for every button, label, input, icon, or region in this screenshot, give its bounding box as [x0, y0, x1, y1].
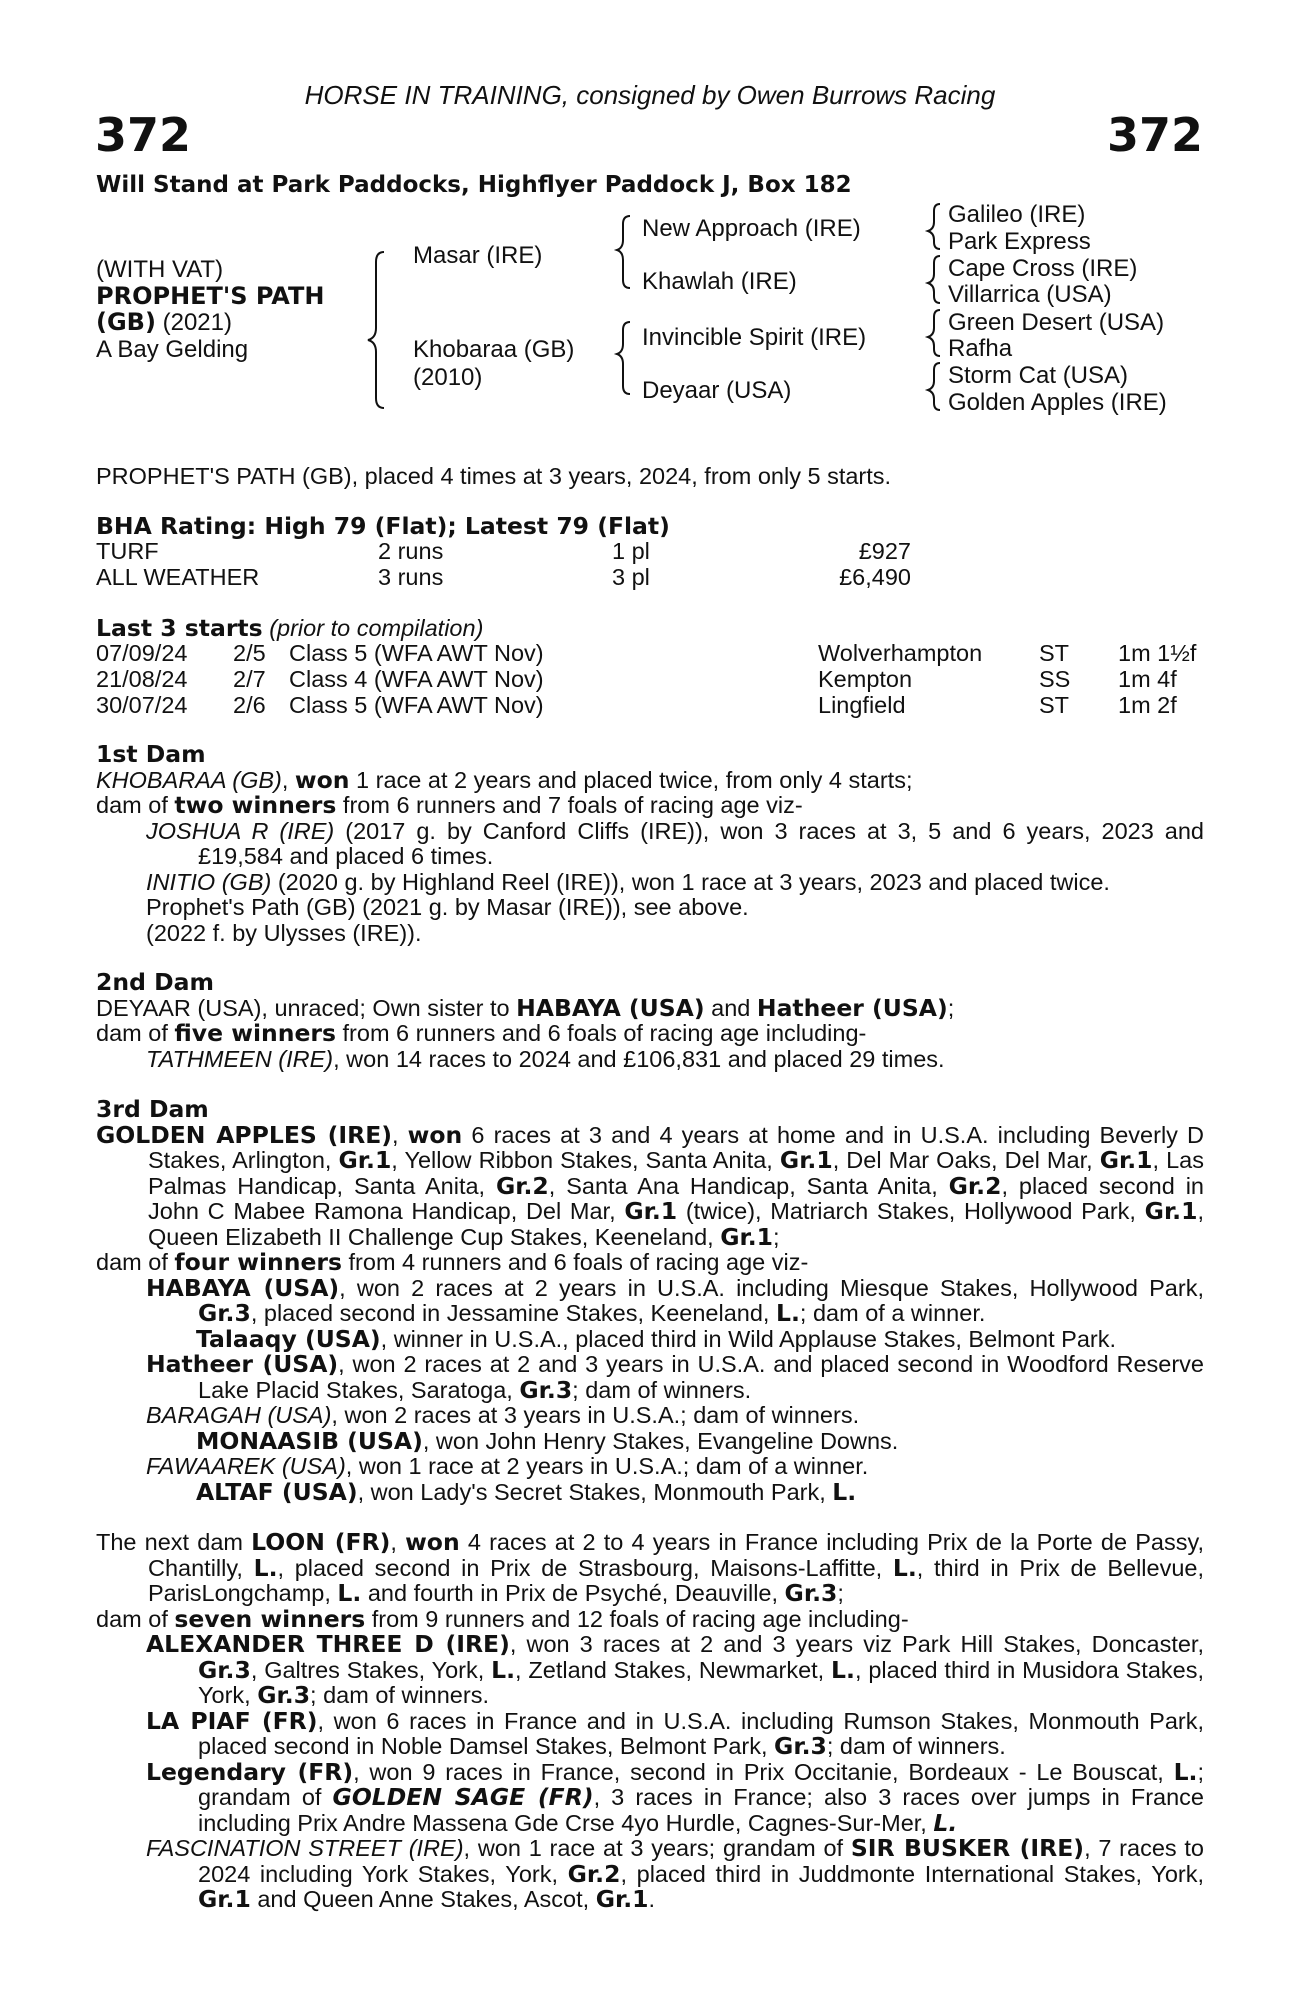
rating-placed: 3 pl [612, 564, 650, 590]
text: , placed second in Prix de Strasbourg, Maisons-Laffitte, [277, 1554, 893, 1581]
offspring-entry [96, 1477, 1204, 1506]
text: , won Lady's Secret Stakes, Monmouth Park, [357, 1478, 833, 1505]
pedigree-gen3-3: Invincible Spirit (IRE) [642, 324, 867, 351]
text: ; dam of a winner. [799, 1300, 986, 1326]
offspring-entry [96, 1403, 1204, 1429]
grade: Gr.1 [720, 1222, 774, 1251]
start-date: 07/09/24 [96, 640, 188, 666]
start-position: 2/7 [233, 666, 266, 692]
grade: Gr.3 [257, 1681, 311, 1709]
first-dam-line2 [96, 793, 1204, 819]
next-dam-section [96, 1530, 1204, 1913]
won-label: won [407, 1120, 463, 1149]
text: dam of [96, 1249, 175, 1275]
start-course: Kempton [818, 666, 913, 692]
offspring-entry [96, 1454, 1204, 1480]
text: , placed third in Juddmonte International Stakes, York, [620, 1860, 1204, 1887]
third-dam-line2 [96, 1250, 1204, 1276]
text: from 6 runners and 7 foals of racing age viz- [336, 792, 803, 818]
listed: L. [933, 1808, 958, 1837]
start-race: Class 5 (WFA AWT Nov) [289, 640, 544, 666]
listed: L. [775, 1299, 800, 1327]
text: , won 6 races in France and in U.S.A. including Rumson Stakes, Monmouth Park, placed second in Noble Damsel Stakes, Belmont Park, [198, 1707, 1204, 1759]
text: 1 race at 2 years and placed twice, from only 4 starts; [349, 766, 913, 793]
grade: Gr.3 [784, 1579, 838, 1607]
text: ; dam of winners. [572, 1376, 752, 1403]
text: dam of [96, 1020, 175, 1046]
third-dam-title: 3rd Dam [96, 1095, 209, 1123]
text: , [390, 1529, 406, 1555]
horse-year: (2021) [162, 309, 232, 336]
text: , 3 races in France; also 3 races over jumps in France including Prix Andre Massena Gde Crse 4yo Hurdle, Cagnes-Sur-Mer, [198, 1784, 1204, 1836]
text: ; dam of winners. [826, 1733, 1006, 1759]
offspring-name: BARAGAH (USA) [146, 1402, 332, 1428]
grade: Gr.2 [495, 1171, 549, 1200]
first-dam-title: 1st Dam [96, 740, 206, 768]
start-distance: 1m 4f [1118, 666, 1177, 692]
second-dam-title: 2nd Dam [96, 968, 214, 996]
start-position: 2/6 [233, 692, 266, 718]
text: , [392, 1121, 408, 1148]
start-race: Class 4 (WFA AWT Nov) [289, 666, 544, 692]
grade: Gr.1 [779, 1146, 833, 1174]
start-distance: 1m 1½f [1118, 640, 1197, 666]
winners-count: seven winners [174, 1604, 366, 1633]
text: from 9 runners and 12 foals of racing age including- [365, 1605, 909, 1632]
first-dam-section [96, 742, 1204, 946]
stand-location: Will Stand at Park Paddocks, Highflyer Paddock J, Box 182 [96, 172, 852, 198]
offspring-name: HABAYA (USA) [146, 1273, 340, 1302]
start-course: Lingfield [818, 692, 906, 718]
dam-name: GOLDEN APPLES (IRE) [96, 1120, 392, 1149]
grade: Gr.1 [338, 1146, 392, 1174]
text: , Del Mar Oaks, Del Mar, [832, 1147, 1100, 1173]
text: 6 races at 3 and 4 years at home and in U.S.A. including Beverly D Stakes, Arlington, [148, 1121, 1205, 1173]
offspring-entry [96, 1836, 1204, 1913]
text: , won 2 races at 2 years in U.S.A. including Miesque Stakes, Hollywood Park, [339, 1274, 1204, 1301]
text: (twice), Matriarch Stakes, Hollywood Park, [677, 1198, 1145, 1224]
race-summary: PROPHET'S PATH (GB), placed 4 times at 3 years, 2024, from only 5 starts. [96, 463, 892, 489]
offspring-name: JOSHUA R (IRE) [146, 817, 335, 844]
start-going: ST [1039, 692, 1070, 718]
text: and fourth in Prix de Psyché, Deauville, [361, 1580, 785, 1606]
text: , Zetland Stakes, Newmarket, [515, 1656, 832, 1683]
text: from 6 runners and 6 foals of racing age including- [335, 1020, 867, 1046]
text: , won John Henry Stakes, Evangeline Downs. [422, 1427, 899, 1454]
grade: Gr.1 [1099, 1146, 1153, 1174]
text: (2017 g. by Canford Cliffs (IRE)), won 3 races at 3, 5 and 6 years, 2023 and £19,584 and placed 6 times. [198, 817, 1204, 869]
text: , third in Prix de Bellevue, ParisLongchamp, [148, 1554, 1205, 1606]
vat-note: (WITH VAT) [96, 256, 224, 283]
offspring-name: MONAASIB (USA) [196, 1426, 423, 1455]
offspring-entry [96, 1273, 1204, 1327]
text: , winner in U.S.A., placed third in Wild Applause Stakes, Belmont Park. [380, 1325, 1117, 1352]
grade: Gr.3 [774, 1732, 827, 1760]
offspring-entry [96, 1757, 1204, 1837]
grade: Gr.1 [595, 1885, 649, 1913]
listed: L. [832, 1477, 857, 1506]
listed: L. [1173, 1757, 1198, 1786]
pedigree-gen4-1: Galileo (IRE) [948, 201, 1086, 228]
text: (2020 g. by Highland Reel (IRE)), won 1 race at 3 years, 2023 and placed twice. [271, 868, 1110, 895]
offspring-name: FAWAAREK (USA) [146, 1453, 346, 1479]
text: ; [773, 1223, 780, 1250]
rating-prize: £927 [858, 538, 911, 564]
listed: L. [491, 1655, 516, 1684]
pedigree-gen4-5: Green Desert (USA) [948, 309, 1165, 336]
lot-number-left: 372 [95, 108, 192, 162]
next-dam-line2 [96, 1604, 1204, 1633]
pedigree-gen3-4: Deyaar (USA) [642, 377, 792, 404]
start-going: SS [1039, 666, 1071, 692]
text: , [281, 766, 295, 793]
rating-surface: ALL WEATHER [96, 564, 260, 590]
pedigree-gen4-7: Storm Cat (USA) [948, 362, 1129, 389]
text: , Yellow Ribbon Stakes, Santa Anita, [391, 1147, 780, 1173]
text: 4 races at 2 to 4 years in France including Prix de la Porte de Passy, Chantilly, [148, 1529, 1204, 1581]
listed: L. [337, 1579, 362, 1607]
sibling-name: HABAYA (USA) [516, 993, 705, 1022]
pedigree-dam-year: (2010) [413, 364, 483, 391]
text: dam of [96, 1605, 175, 1632]
rating-surface: TURF [96, 538, 159, 564]
text: , won 9 races in France, second in Prix Occitanie, Bordeaux - Le Bouscat, [353, 1758, 1174, 1785]
grade: Gr.2 [948, 1171, 1002, 1200]
text: , Las Palmas Handicap, Santa Anita, [148, 1147, 1204, 1199]
offspring-entry [96, 1706, 1204, 1760]
horse-suffix: (GB) [96, 308, 156, 336]
grade: Gr.1 [198, 1885, 251, 1913]
winners-count: two winners [174, 791, 337, 819]
winners-count: four winners [174, 1248, 342, 1276]
offspring-entry [96, 870, 1204, 896]
pedigree-gen4-6: Rafha [948, 335, 1013, 362]
start-going: ST [1039, 640, 1070, 666]
listed: L. [892, 1553, 917, 1582]
offspring-entry [96, 819, 1204, 870]
grade: Gr.1 [1144, 1197, 1198, 1225]
second-dam-line1 [96, 993, 1204, 1022]
text: , placed third in Musidora Stakes, York, [198, 1656, 1204, 1708]
offspring-entry [96, 1352, 1204, 1403]
last-starts-title: Last 3 starts [96, 614, 263, 642]
offspring-name: ALEXANDER THREE D (IRE) [146, 1630, 510, 1658]
text: , won 2 races at 3 years in U.S.A.; dam of winners. [331, 1402, 860, 1428]
pedigree-gen4-4: Villarrica (USA) [948, 281, 1112, 308]
rating-runs: 3 runs [378, 564, 444, 590]
text: , Galtres Stakes, York, [250, 1656, 492, 1683]
second-dam-section [96, 970, 1204, 1072]
start-position: 2/5 [233, 640, 266, 666]
grand-offspring-name: SIR BUSKER (IRE) [850, 1834, 1085, 1862]
offspring-entry [96, 1047, 1204, 1073]
text: ; grandam of [198, 1758, 1204, 1810]
pedigree-gen4-8: Golden Apples (IRE) [948, 389, 1167, 416]
pedigree-gen3-2: Khawlah (IRE) [642, 268, 797, 295]
dam-name: KHOBARAA (GB) [96, 766, 282, 793]
offspring-entry [96, 1632, 1204, 1709]
text: and [704, 994, 757, 1021]
offspring-entry: Prophet's Path (GB) (2021 g. by Masar (IRE)), see above. [146, 894, 749, 920]
text: , won 14 races to 2024 and £106,831 and placed 29 times. [333, 1045, 945, 1072]
offspring-entry: (2022 f. by Ulysses (IRE)). [146, 919, 422, 946]
offspring-name: FASCINATION STREET (IRE) [146, 1835, 464, 1861]
text: , won 2 races at 2 and 3 years in U.S.A. and placed second in Woodford Reserve Lake Placid Stakes, Saratoga, [198, 1351, 1204, 1403]
listed: L. [253, 1553, 278, 1582]
offspring-name: Legendary (FR) [146, 1757, 354, 1786]
pedigree-braces [0, 0, 1315, 420]
pedigree-sire: Masar (IRE) [413, 242, 543, 269]
start-race: Class 5 (WFA AWT Nov) [289, 692, 544, 718]
text: ; [837, 1580, 844, 1606]
text: DEYAAR (USA), unraced; Own sister to [96, 994, 517, 1021]
offspring-entry [96, 1324, 1204, 1353]
text: ; [947, 994, 955, 1021]
text: . [648, 1886, 656, 1912]
grade: Gr.3 [519, 1375, 573, 1404]
dam-name: LOON (FR) [251, 1528, 391, 1556]
pedigree-gen4-2: Park Express [948, 228, 1091, 255]
grand-offspring-name: GOLDEN SAGE (FR) [332, 1783, 594, 1811]
grade: Gr.3 [198, 1299, 251, 1327]
lot-number-right: 372 [1106, 108, 1203, 162]
third-dam-section [96, 1097, 1204, 1505]
offspring-name: ALTAF (USA) [196, 1477, 358, 1506]
last-starts-header [96, 614, 483, 642]
first-dam-line1 [96, 765, 1204, 794]
start-course: Wolverhampton [818, 640, 983, 666]
rating-placed: 1 pl [612, 538, 650, 564]
grade: Gr.1 [624, 1197, 678, 1225]
pedigree-gen4-3: Cape Cross (IRE) [948, 255, 1138, 282]
offspring-entry [96, 1426, 1204, 1455]
rating-prize: £6,490 [839, 564, 911, 590]
text: The next dam [96, 1529, 252, 1555]
second-dam-line2 [96, 1021, 1204, 1047]
last-starts-note: (prior to compilation) [269, 615, 484, 641]
listed: L. [831, 1655, 855, 1684]
text: , won 1 race at 2 years in U.S.A.; dam of a winner. [345, 1453, 869, 1479]
text: , Queen Elizabeth II Challenge Cup Stakes, Keeneland, [148, 1198, 1204, 1250]
won-label: won [294, 765, 350, 794]
start-distance: 1m 2f [1118, 692, 1177, 718]
rating-runs: 2 runs [378, 538, 444, 564]
text: , placed second in Jessamine Stakes, Keeneland, [250, 1300, 776, 1326]
text: , 7 races to 2024 including York Stakes, York, [198, 1835, 1205, 1887]
consignment-line: HORSE IN TRAINING, consigned by Owen Burrows Racing [304, 80, 996, 110]
next-dam-record [96, 1530, 1204, 1607]
offspring-name: Hatheer (USA) [146, 1350, 339, 1378]
third-dam-record [96, 1120, 1205, 1251]
text: ; dam of winners. [310, 1682, 489, 1708]
text: , won 1 race at 3 years; grandam of [463, 1835, 851, 1861]
text: from 4 runners and 6 foals of racing age viz- [342, 1249, 809, 1275]
offspring-name: INITIO (GB) [146, 868, 272, 895]
grade: Gr.2 [567, 1859, 621, 1888]
start-date: 30/07/24 [96, 692, 188, 718]
text: , placed second in John C Mabee Ramona Handicap, Del Mar, [148, 1172, 1204, 1224]
horse-description: A Bay Gelding [96, 336, 249, 363]
grade: Gr.3 [198, 1655, 251, 1684]
text: , won 3 races at 2 and 3 years viz Park Hill Stakes, Doncaster, [509, 1631, 1204, 1657]
winners-count: five winners [174, 1019, 336, 1047]
text: , Santa Ana Handicap, Santa Anita, [548, 1172, 949, 1199]
pedigree-gen3-1: New Approach (IRE) [642, 215, 861, 242]
offspring-name: Talaaqy (USA) [196, 1324, 381, 1353]
horse-name: PROPHET'S PATH [96, 282, 325, 310]
text: and Queen Anne Stakes, Ascot, [250, 1886, 596, 1912]
bha-rating-title: BHA Rating: High 79 (Flat); Latest 79 (Flat) [96, 512, 670, 540]
text: dam of [96, 792, 175, 818]
pedigree-dam: Khobaraa (GB) [413, 336, 575, 363]
won-label: won [405, 1528, 460, 1556]
offspring-name: LA PIAF (FR) [146, 1706, 318, 1735]
offspring-name: TATHMEEN (IRE) [146, 1045, 334, 1072]
start-date: 21/08/24 [96, 666, 188, 692]
sibling-name: Hatheer (USA) [756, 993, 948, 1022]
